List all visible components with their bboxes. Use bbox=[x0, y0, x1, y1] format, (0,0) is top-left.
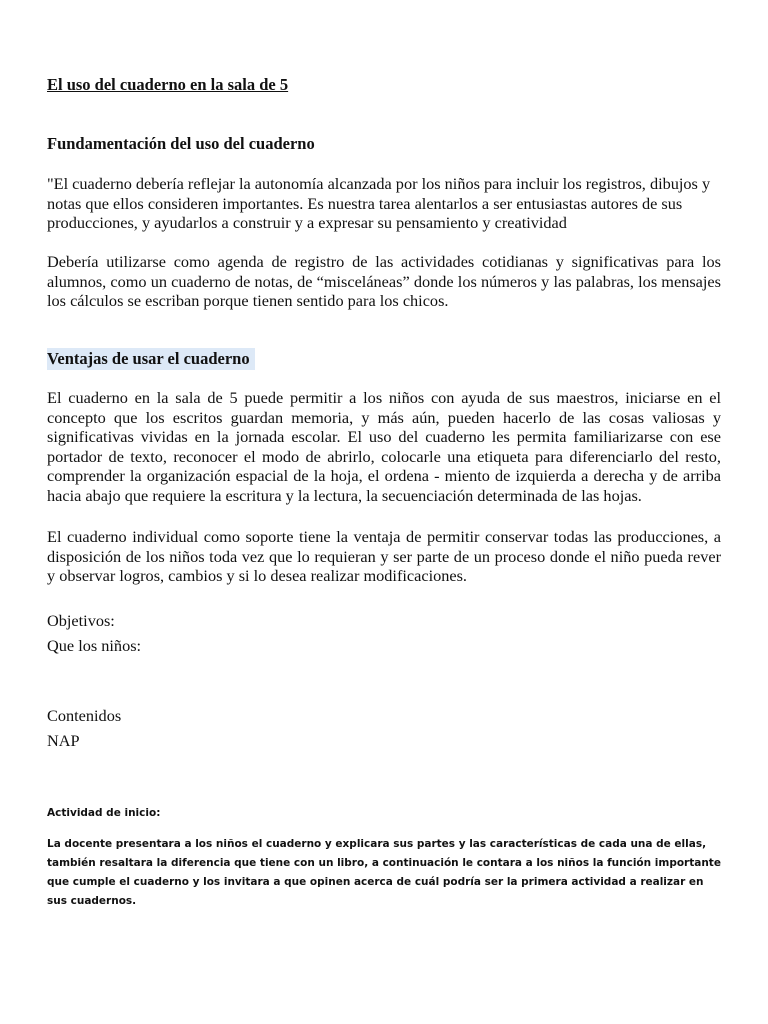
actividad-inicio-heading: Actividad de inicio: bbox=[47, 807, 161, 819]
document-title: El uso del cuaderno en la sala de 5 bbox=[47, 75, 289, 94]
contenidos-label: Contenidos bbox=[47, 706, 122, 725]
heading-fundamentacion: Fundamentación del uso del cuaderno bbox=[47, 134, 315, 153]
paragraph-agenda: Debería utilizarse como agenda de registro de las actividades cotidianas y significativas para los alumnos, como un cuaderno de notas, de “misceláneas” donde los números y las palabras, los mensajes los cálculos se escriban porque tienen sentido para los chicos. bbox=[47, 252, 721, 310]
objetivos-label: Objetivos: bbox=[47, 611, 115, 630]
heading-ventajas: Ventajas de usar el cuaderno bbox=[47, 348, 255, 370]
nap-label: NAP bbox=[47, 731, 80, 750]
paragraph-ventajas-2: El cuaderno individual como soporte tiene la ventaja de permitir conservar todas las producciones, a disposición de los niños toda vez que lo requieran y ser parte de un proceso donde el niño pueda rever y observar logros, cambios y si lo desea realizar modificaciones. bbox=[47, 527, 721, 585]
actividad-inicio-paragraph: La docente presentara a los niños el cuaderno y explicara sus partes y las características de cada una de ellas, también resaltara la diferencia que tiene con un libro, a continuación le contara a los niños la función importante que cumple el cuaderno y los invitara a que opinen acerca de cuál podría ser la primera actividad a realizar en sus cuadernos. bbox=[47, 838, 721, 907]
paragraph-quote: "El cuaderno debería reflejar la autonomía alcanzada por los niños para incluir los registros, dibujos y notas que ellos consideren importantes. Es nuestra tarea alentarlos a ser entusiastas autores de sus producciones, y ayudarlos a construir y a expresar su pensamiento y creatividad bbox=[47, 174, 711, 232]
paragraph-ventajas-1: El cuaderno en la sala de 5 puede permitir a los niños con ayuda de sus maestros, iniciarse en el concepto que los escritos guardan memoria, y más aún, pueden hacerlo de las cosas valiosas y significativas vividas en la jornada escolar. El uso del cuaderno les permita familiarizarse con ese portador de texto, reconocer el modo de abrirlo, colocarle una etiqueta para diferenciarlo del resto, comprender la organización espacial de la hoja, el ordena - miento de izquierda a derecha y de arriba hacia abajo que requiere la escritura y la lectura, la secuenciación determinada de las hojas. bbox=[47, 388, 721, 505]
que-los-ninos-label: Que los niños: bbox=[47, 636, 142, 655]
